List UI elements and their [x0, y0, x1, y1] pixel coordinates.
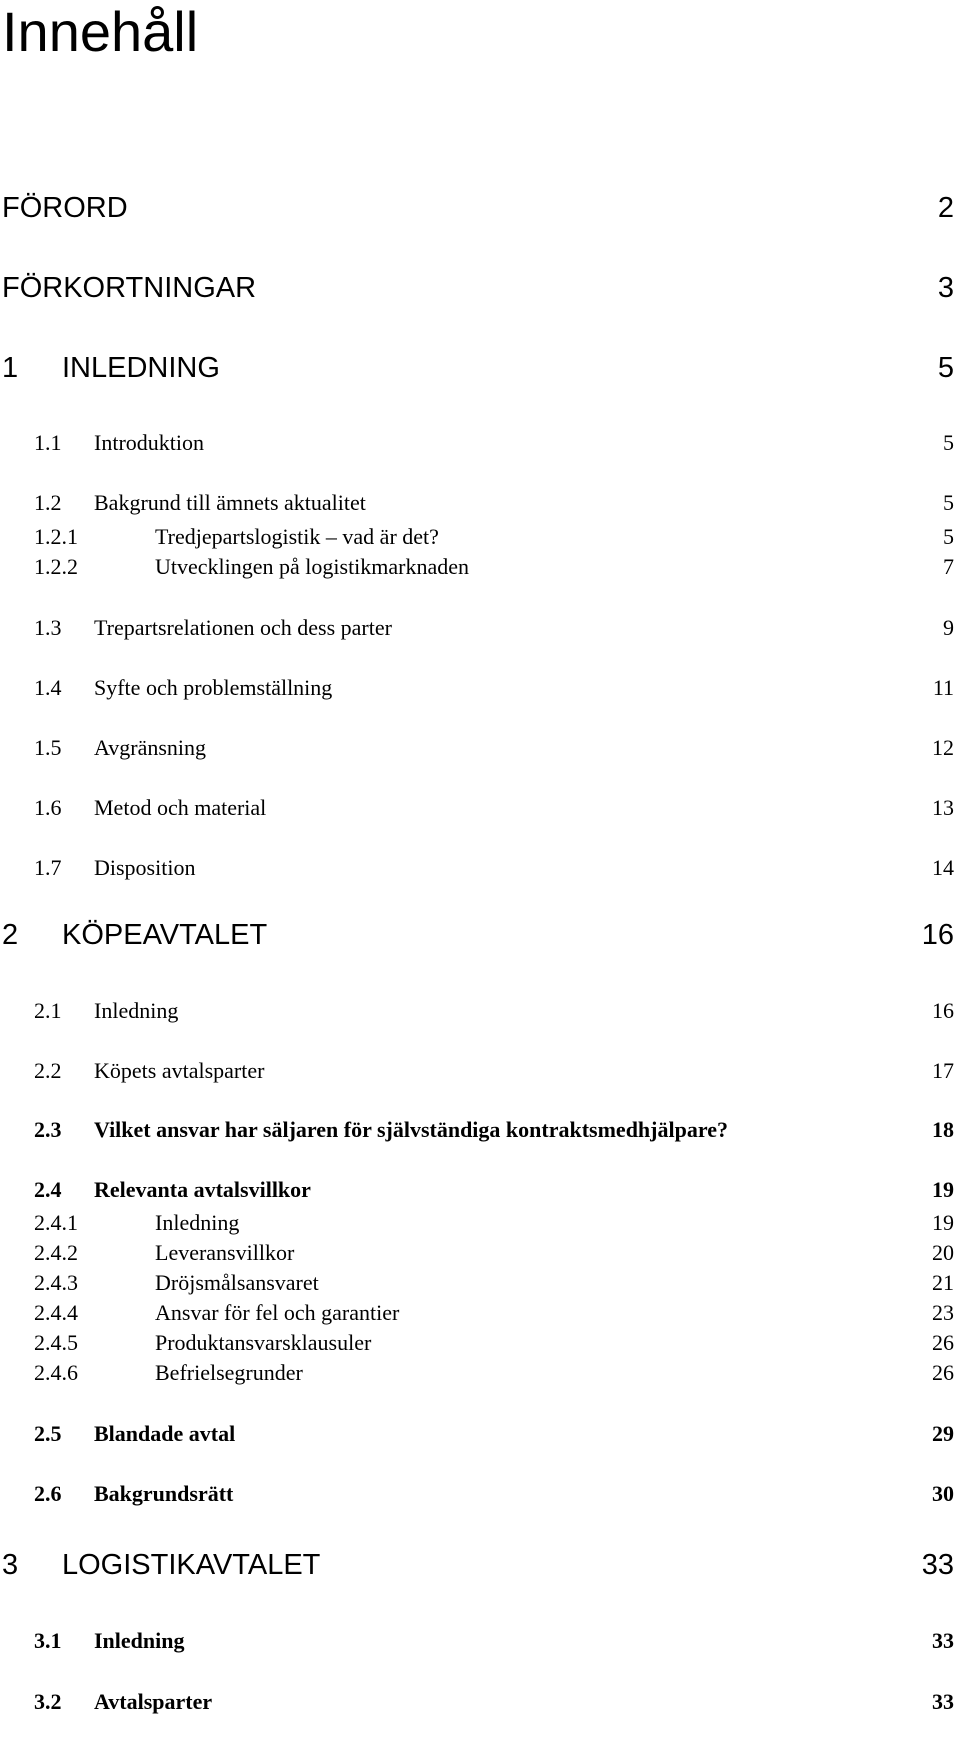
- toc-entry-title: FÖRKORTNINGAR: [2, 272, 257, 304]
- toc-entry-page-number: 5: [937, 352, 954, 384]
- toc-entry-number: 1.6: [34, 795, 62, 820]
- toc-entry-number: 1.1: [34, 430, 62, 455]
- toc-entry-page-number: 7: [943, 554, 954, 579]
- toc-entry[interactable]: [0, 995, 960, 1035]
- toc-entry-number: 2.4: [34, 1177, 62, 1202]
- toc-entry-title: Dröjsmålsansvaret: [155, 1270, 319, 1295]
- toc-entry[interactable]: [0, 1545, 960, 1585]
- toc-entry-number: 2.4.2: [34, 1240, 78, 1265]
- toc-entry-page-number: 12: [932, 735, 954, 760]
- toc-entry-number: 2.3: [34, 1117, 62, 1142]
- toc-entry-page-number: 14: [932, 855, 954, 880]
- toc-entry-title: Bakgrund till ämnets aktualitet: [94, 490, 366, 515]
- toc-entry-page-number: 21: [932, 1270, 954, 1295]
- toc-entry-page-number: 5: [943, 524, 954, 549]
- toc-entry-number: 1.7: [34, 855, 62, 880]
- toc-entry[interactable]: [0, 612, 960, 652]
- toc-entry-page-number: 3: [937, 272, 954, 304]
- toc-entry-title: Inledning: [155, 1210, 240, 1235]
- toc-entry[interactable]: [0, 672, 960, 712]
- toc-entry-number: 3.2: [34, 1689, 62, 1714]
- toc-entry[interactable]: [0, 792, 960, 832]
- toc-entry-title: Produktansvarsklausuler: [155, 1330, 372, 1355]
- toc-entry[interactable]: [0, 852, 960, 892]
- toc-entry-page-number: 9: [943, 615, 954, 640]
- toc-entry-title: Utvecklingen på logistikmarknaden: [155, 554, 470, 579]
- toc-entry-title: Syfte och problemställning: [94, 675, 333, 700]
- toc-entry[interactable]: [0, 348, 960, 388]
- toc-entry-number: 1.3: [34, 615, 62, 640]
- toc-entry-page-number: 26: [932, 1360, 954, 1385]
- toc-entry-title: Relevanta avtalsvillkor: [94, 1177, 311, 1202]
- toc-entry-number: 2.4.6: [34, 1360, 78, 1385]
- toc-entry-number: 2.4.5: [34, 1330, 78, 1355]
- toc-entry-title: Metod och material: [94, 795, 267, 820]
- toc-entry-title: Inledning: [94, 1628, 185, 1653]
- toc-entry[interactable]: [0, 487, 960, 527]
- page-title: Innehåll: [2, 0, 199, 63]
- toc-entry-page-number: 17: [932, 1058, 954, 1083]
- toc-entry-page-number: 26: [932, 1330, 954, 1355]
- toc-entry-title: INLEDNING: [62, 352, 220, 384]
- toc-entry-number: 2.1: [34, 998, 62, 1023]
- toc-entry-number: 2.4.4: [34, 1300, 78, 1325]
- toc-entry-page-number: 13: [932, 795, 954, 820]
- toc-entry-page-number: 18: [932, 1117, 954, 1142]
- toc-entry[interactable]: [0, 1114, 960, 1154]
- toc-entry-title: Blandade avtal: [94, 1421, 236, 1446]
- toc-entry-title: Avgränsning: [94, 735, 207, 760]
- toc-entry-page-number: 23: [932, 1300, 954, 1325]
- toc-entry-number: 2.4.1: [34, 1210, 78, 1235]
- toc-entry-number: 2.6: [34, 1481, 62, 1506]
- toc-entry-number: 2.4.3: [34, 1270, 78, 1295]
- toc-entry-page-number: 33: [932, 1689, 954, 1714]
- toc-entry-title: FÖRORD: [2, 192, 128, 224]
- toc-entry[interactable]: [0, 1055, 960, 1095]
- toc-entry-number: 2.5: [34, 1421, 62, 1446]
- toc-entry[interactable]: [0, 915, 960, 955]
- toc-entry-number: 2.2: [34, 1058, 62, 1083]
- toc-entry-page-number: 11: [932, 675, 954, 700]
- toc-entry[interactable]: [0, 427, 960, 467]
- toc-entry[interactable]: [0, 552, 960, 592]
- toc-entry-page-number: 16: [932, 998, 954, 1023]
- toc-entry-title: Tredjepartslogistik – vad är det?: [155, 524, 439, 549]
- toc-entry-page-number: 19: [932, 1177, 954, 1202]
- toc-entry-title: Köpets avtalsparter: [94, 1058, 265, 1083]
- toc-entry-page-number: 19: [932, 1210, 954, 1235]
- toc-entry-title: Trepartsrelationen och dess parter: [94, 615, 392, 640]
- toc-entry-number: 1.5: [34, 735, 62, 760]
- toc-entry-title: Vilket ansvar har säljaren för självständiga kontraktsmedhjälpare?: [94, 1117, 728, 1142]
- toc-entry-title: Disposition: [94, 855, 196, 880]
- toc-entry-number: 1.2.2: [34, 554, 78, 579]
- toc-entry[interactable]: [0, 1418, 960, 1458]
- toc-entry-page-number: 20: [932, 1240, 954, 1265]
- toc-entry-title: Befrielsegrunder: [155, 1360, 303, 1385]
- toc-entry-page-number: 5: [943, 490, 954, 515]
- toc-entry-title: Introduktion: [94, 430, 204, 455]
- toc-entry-title: Leveransvillkor: [155, 1240, 295, 1265]
- toc-entry-page-number: 33: [921, 1549, 954, 1581]
- toc-entry-title: KÖPEAVTALET: [62, 919, 268, 951]
- toc-entry[interactable]: [0, 732, 960, 772]
- toc-entry-number: 1.2: [34, 490, 62, 515]
- toc-entry-number: 1.2.1: [34, 524, 78, 549]
- toc-entry-title: Inledning: [94, 998, 179, 1023]
- toc-entry[interactable]: [0, 1686, 960, 1726]
- toc-entry-title: Avtalsparter: [94, 1689, 213, 1714]
- toc-entry-number: 1.4: [34, 675, 62, 700]
- toc-entry-number: 1: [2, 352, 19, 384]
- toc-entry[interactable]: [0, 1478, 960, 1518]
- toc-entry[interactable]: [0, 1625, 960, 1665]
- toc-entry[interactable]: [0, 188, 960, 228]
- toc-entry-page-number: 29: [932, 1421, 954, 1446]
- toc-entry-page-number: 33: [932, 1628, 954, 1653]
- toc-entry[interactable]: [0, 268, 960, 308]
- toc-entry-number: 3: [2, 1549, 19, 1581]
- toc-entry-page-number: 5: [943, 430, 954, 455]
- toc-entry-title: Bakgrundsrätt: [94, 1481, 234, 1506]
- toc-entry[interactable]: [0, 1358, 960, 1398]
- toc-entry-title: Ansvar för fel och garantier: [155, 1300, 400, 1325]
- toc-entry-page-number: 16: [921, 919, 954, 951]
- toc-entry-number: 3.1: [34, 1628, 62, 1653]
- toc-entry-number: 2: [2, 919, 19, 951]
- toc-entry-title: LOGISTIKAVTALET: [62, 1549, 321, 1581]
- toc-entry-page-number: 2: [937, 192, 954, 224]
- toc-entry-page-number: 30: [932, 1481, 954, 1506]
